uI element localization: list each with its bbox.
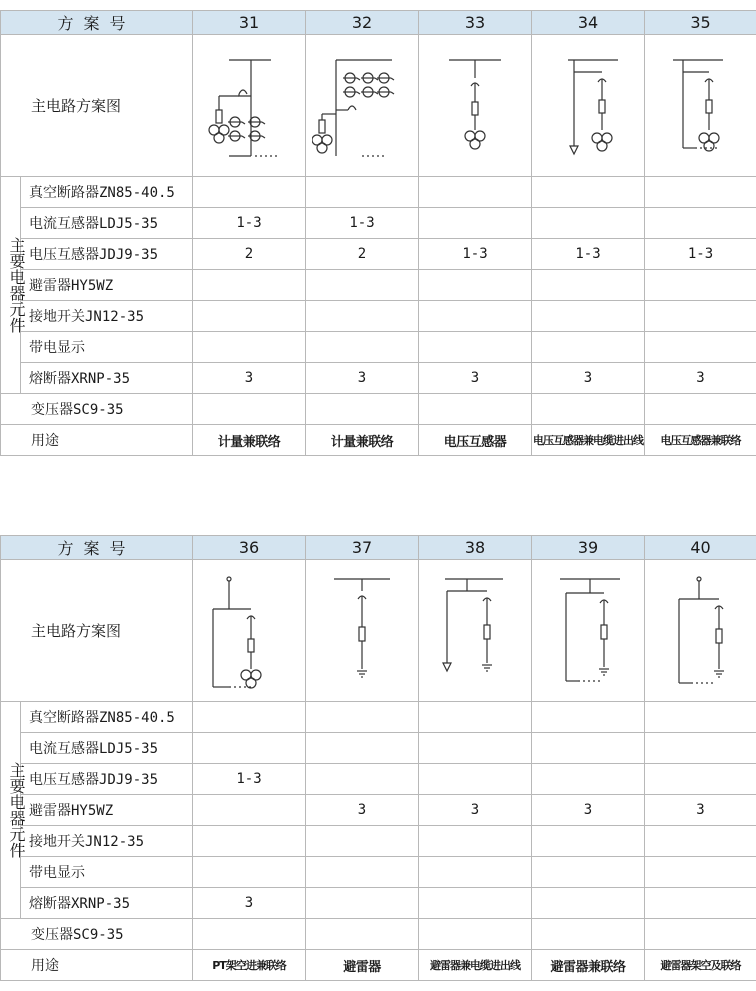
circuit-diagram xyxy=(538,563,638,699)
component-value xyxy=(532,888,645,919)
component-value: 2 xyxy=(193,239,306,270)
voltage-transformer-symbol xyxy=(592,133,612,151)
transformer-name: 变压器SC9-35 xyxy=(1,919,193,950)
scheme-number: 38 xyxy=(419,536,532,560)
diagram-row-label: 主电路方案图 xyxy=(1,560,193,702)
group-label xyxy=(1,702,26,919)
scheme-number: 33 xyxy=(419,11,532,35)
component-value: 2 xyxy=(306,239,419,270)
usage-row xyxy=(1,950,756,981)
component-value: 3 xyxy=(193,888,306,919)
usage-value: 计量兼联络 xyxy=(306,425,419,456)
circuit-diagram xyxy=(538,38,638,174)
component-value xyxy=(306,764,419,795)
fuse-symbol xyxy=(599,100,605,113)
component-name: 避雷器HY5WZ xyxy=(21,795,193,826)
component-value: 1-3 xyxy=(306,208,419,239)
component-value: 3 xyxy=(306,795,419,826)
usage-value: 计量兼联络 xyxy=(193,425,306,456)
component-name: 带电显示 xyxy=(21,857,193,888)
component-name: 带电显示 xyxy=(21,332,193,363)
component-value xyxy=(193,270,306,301)
fuse-symbol xyxy=(248,639,254,652)
component-row xyxy=(1,301,756,332)
scheme-number: 32 xyxy=(306,11,419,35)
transformer-value xyxy=(532,919,645,950)
component-value xyxy=(419,270,532,301)
usage-value: PT架空进兼联络 xyxy=(193,950,306,981)
component-value xyxy=(645,733,756,764)
component-value xyxy=(645,826,756,857)
component-value xyxy=(306,332,419,363)
component-value xyxy=(532,702,645,733)
component-value xyxy=(645,301,756,332)
scheme-number: 34 xyxy=(532,11,645,35)
usage-value: 避雷器 xyxy=(306,950,419,981)
transformer-row xyxy=(1,919,756,950)
component-row xyxy=(1,764,756,795)
current-transformer-symbol xyxy=(228,117,245,127)
voltage-transformer-symbol xyxy=(465,131,485,149)
usage-value: 避雷器架空及联络 xyxy=(645,950,756,981)
voltage-transformer-symbol xyxy=(241,670,261,688)
transformer-value xyxy=(306,919,419,950)
component-row xyxy=(1,733,756,764)
component-name: 电流互感器LDJ5-35 xyxy=(21,208,193,239)
scheme-table-1 xyxy=(0,10,756,456)
component-value: 3 xyxy=(419,363,532,394)
circuit-diagram xyxy=(425,38,525,174)
diagram-cell xyxy=(193,560,306,702)
fuse-symbol xyxy=(472,102,478,115)
transformer-value xyxy=(532,394,645,425)
transformer-value xyxy=(419,919,532,950)
component-value xyxy=(193,301,306,332)
component-value xyxy=(532,301,645,332)
voltage-transformer-symbol xyxy=(209,125,229,143)
usage-value: 电压互感器兼电缆进出线 xyxy=(532,425,645,456)
ground-symbol xyxy=(714,671,724,677)
component-value: 3 xyxy=(419,795,532,826)
component-row xyxy=(1,826,756,857)
usage-row xyxy=(1,425,756,456)
component-value xyxy=(306,826,419,857)
scheme-number: 37 xyxy=(306,536,419,560)
component-row xyxy=(1,177,756,208)
ground-symbol xyxy=(482,665,492,671)
component-value xyxy=(306,857,419,888)
component-name: 接地开关JN12-35 xyxy=(21,826,193,857)
component-value xyxy=(306,702,419,733)
component-row xyxy=(1,363,756,394)
usage-value: 避雷器兼电缆进出线 xyxy=(419,950,532,981)
component-value xyxy=(645,702,756,733)
usage-value: 避雷器兼联络 xyxy=(532,950,645,981)
transformer-value xyxy=(645,919,756,950)
circuit-diagram xyxy=(425,563,525,699)
component-value xyxy=(419,826,532,857)
component-name: 真空断路器ZN85-40.5 xyxy=(21,702,193,733)
component-value xyxy=(193,826,306,857)
fuse-symbol xyxy=(319,120,325,133)
diagram-row-label: 主电路方案图 xyxy=(1,35,193,177)
component-value: 1-3 xyxy=(419,239,532,270)
component-value: 3 xyxy=(645,795,756,826)
component-value xyxy=(306,888,419,919)
scheme-number-label: 方案号 xyxy=(1,536,193,560)
component-name: 真空断路器ZN85-40.5 xyxy=(21,177,193,208)
component-value xyxy=(193,177,306,208)
group-label-text: 主要电器元件 xyxy=(7,237,26,333)
current-transformer-symbol xyxy=(377,73,394,83)
transformer-row xyxy=(1,394,756,425)
component-value xyxy=(645,857,756,888)
component-value: 1-3 xyxy=(645,239,756,270)
scheme-table-2 xyxy=(0,535,756,981)
circuit-diagram xyxy=(651,38,751,174)
component-value xyxy=(306,301,419,332)
component-row xyxy=(1,702,756,733)
component-name: 电压互感器JDJ9-35 xyxy=(21,764,193,795)
component-row xyxy=(1,239,756,270)
current-transformer-symbol xyxy=(343,73,360,83)
component-value xyxy=(419,857,532,888)
diagram-cell xyxy=(532,35,645,177)
group-label xyxy=(1,177,26,394)
component-name: 接地开关JN12-35 xyxy=(21,301,193,332)
usage-value: 电压互感器兼联络 xyxy=(645,425,756,456)
component-row xyxy=(1,208,756,239)
diagram-cell xyxy=(645,560,756,702)
component-row xyxy=(1,857,756,888)
scheme-number: 35 xyxy=(645,11,756,35)
usage-label: 用途 xyxy=(1,425,193,456)
current-transformer-symbol xyxy=(377,87,394,97)
diagram-cell xyxy=(532,560,645,702)
group-label-text: 主要电器元件 xyxy=(7,762,26,858)
component-value xyxy=(645,764,756,795)
component-name: 避雷器HY5WZ xyxy=(21,270,193,301)
component-value: 3 xyxy=(532,795,645,826)
component-name: 熔断器XRNP-35 xyxy=(21,363,193,394)
diagram-cell xyxy=(306,35,419,177)
diagram-cell xyxy=(193,35,306,177)
component-value: 1-3 xyxy=(193,208,306,239)
component-value: 3 xyxy=(532,363,645,394)
diagram-cell xyxy=(419,560,532,702)
component-value xyxy=(419,888,532,919)
scheme-number: 39 xyxy=(532,536,645,560)
circuit-diagram xyxy=(199,563,299,699)
diagram-row xyxy=(1,35,756,177)
current-transformer-symbol xyxy=(343,87,360,97)
component-value xyxy=(645,888,756,919)
component-row xyxy=(1,888,756,919)
component-value xyxy=(419,733,532,764)
component-value xyxy=(306,270,419,301)
circuit-diagram xyxy=(199,38,299,174)
transformer-value xyxy=(193,919,306,950)
diagram-cell xyxy=(645,35,756,177)
scheme-number: 36 xyxy=(193,536,306,560)
component-value xyxy=(193,332,306,363)
header-row xyxy=(1,11,756,35)
component-value xyxy=(532,764,645,795)
fuse-symbol xyxy=(706,100,712,113)
component-value xyxy=(645,208,756,239)
component-row xyxy=(1,270,756,301)
component-value xyxy=(306,733,419,764)
component-value xyxy=(193,857,306,888)
component-name: 熔断器XRNP-35 xyxy=(21,888,193,919)
component-value xyxy=(532,332,645,363)
component-value xyxy=(645,332,756,363)
component-name: 电流互感器LDJ5-35 xyxy=(21,733,193,764)
voltage-transformer-symbol xyxy=(312,135,332,153)
component-row xyxy=(1,332,756,363)
component-value xyxy=(419,702,532,733)
component-value: 3 xyxy=(306,363,419,394)
transformer-value xyxy=(419,394,532,425)
component-value xyxy=(419,332,532,363)
component-value: 1-3 xyxy=(532,239,645,270)
transformer-name: 变压器SC9-35 xyxy=(1,394,193,425)
component-value: 1-3 xyxy=(193,764,306,795)
fuse-symbol xyxy=(216,110,222,123)
component-value xyxy=(532,270,645,301)
diagram-cell xyxy=(306,560,419,702)
diagram-row xyxy=(1,560,756,702)
ground-symbol xyxy=(599,669,609,675)
component-value xyxy=(645,177,756,208)
component-value xyxy=(645,270,756,301)
component-value xyxy=(419,208,532,239)
component-value xyxy=(419,177,532,208)
transformer-value xyxy=(645,394,756,425)
current-transformer-symbol xyxy=(361,73,378,83)
component-value xyxy=(532,826,645,857)
transformer-value xyxy=(306,394,419,425)
current-transformer-symbol xyxy=(361,87,378,97)
component-value xyxy=(532,733,645,764)
component-value xyxy=(419,301,532,332)
component-value xyxy=(419,764,532,795)
circuit-diagram xyxy=(312,563,412,699)
component-value xyxy=(193,795,306,826)
circuit-diagram xyxy=(651,563,751,699)
diagram-cell xyxy=(419,35,532,177)
scheme-number-label: 方案号 xyxy=(1,11,193,35)
transformer-value xyxy=(193,394,306,425)
component-value xyxy=(532,208,645,239)
scheme-number: 40 xyxy=(645,536,756,560)
component-row xyxy=(1,795,756,826)
component-value: 3 xyxy=(193,363,306,394)
scheme-number: 31 xyxy=(193,11,306,35)
component-name: 电压互感器JDJ9-35 xyxy=(21,239,193,270)
component-value xyxy=(532,857,645,888)
component-value: 3 xyxy=(645,363,756,394)
circuit-diagram xyxy=(312,38,412,174)
component-value xyxy=(193,733,306,764)
component-value xyxy=(306,177,419,208)
current-transformer-symbol xyxy=(228,131,245,141)
component-value xyxy=(532,177,645,208)
component-value xyxy=(193,702,306,733)
ground-symbol xyxy=(357,671,367,677)
usage-label: 用途 xyxy=(1,950,193,981)
usage-value: 电压互感器 xyxy=(419,425,532,456)
header-row xyxy=(1,536,756,560)
